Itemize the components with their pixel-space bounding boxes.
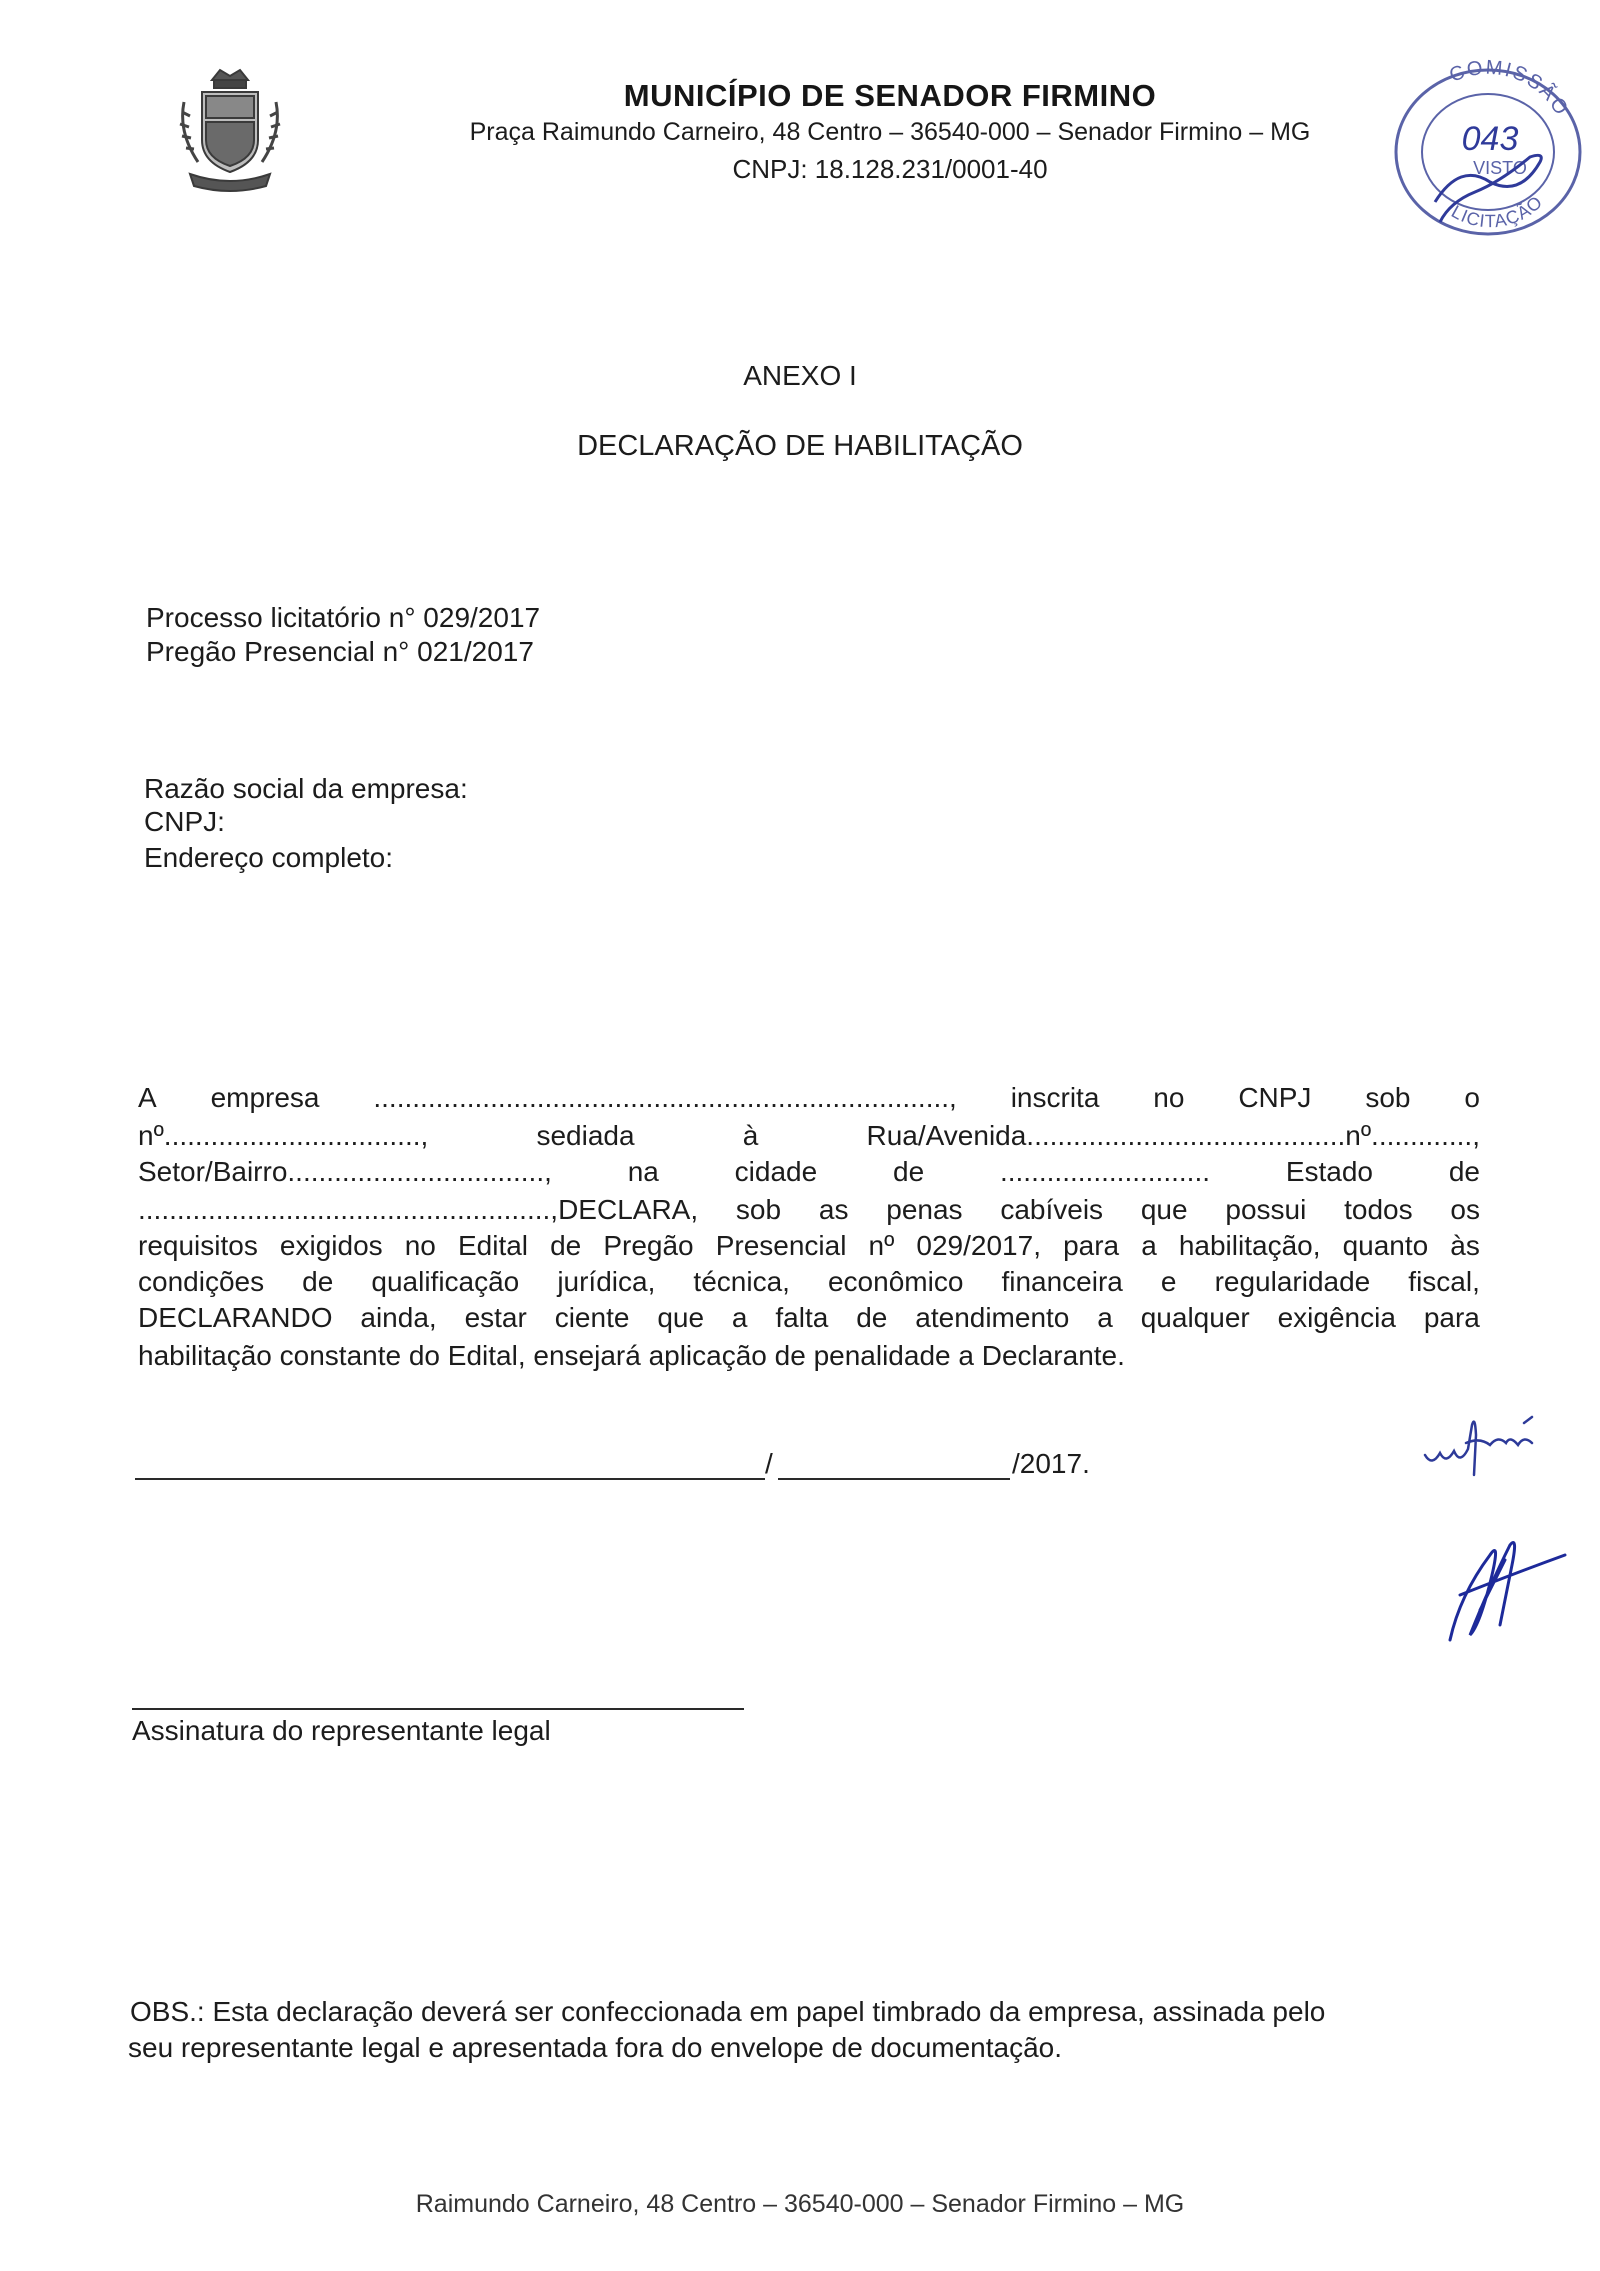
signature-label: Assinatura do representante legal <box>132 1715 551 1746</box>
date-blank-month <box>778 1478 1010 1480</box>
paragraph-line-7: DECLARANDO ainda, estar ciente que a falta de atendimento a qualquer exigência para <box>138 1302 1480 1333</box>
svg-text:COMISSÃO <box>1446 57 1573 121</box>
handwritten-initials-icon <box>1420 1405 1570 1485</box>
paragraph-line-3: Setor/Bairro................................., na cidade de ........................... Estado de <box>138 1156 1480 1187</box>
letterhead-cnpj: CNPJ: 18.128.231/0001-40 <box>732 154 1048 184</box>
paragraph-line-8: habilitação constante do Edital, ensejará aplicação de penalidade a Declarante. <box>138 1340 1125 1371</box>
paragraph-line-6: condições de qualificação jurídica, técnica, econômico financeira e regularidade fiscal, <box>138 1266 1480 1297</box>
company-name-field: Razão social da empresa: <box>144 773 468 804</box>
stamp-bottom-text: LICITAÇÃO <box>1448 191 1547 232</box>
stamp-number: 043 <box>1461 120 1519 158</box>
paragraph-line-1: A empresa .........................................................................., inscrita no CNPJ sob o <box>138 1082 1480 1113</box>
company-address-field: Endereço completo: <box>144 842 394 873</box>
obs-line-2: seu representante legal e apresentada fora do envelope de documentação. <box>128 2032 1063 2063</box>
letterhead-title: MUNICÍPIO DE SENADOR FIRMINO <box>623 78 1157 113</box>
stamp-top-text: COMISSÃO <box>1446 56 1573 121</box>
obs-line-1: OBS.: Esta declaração deverá ser confeccionada em papel timbrado da empresa, assinada pelo <box>130 1996 1326 2027</box>
annex-title: ANEXO I <box>743 360 857 391</box>
date-year: /2017. <box>1012 1448 1090 1479</box>
declaration-title: DECLARAÇÃO DE HABILITAÇÃO <box>577 430 1023 462</box>
date-blank-day <box>135 1478 765 1480</box>
company-cnpj-field: CNPJ: <box>144 806 225 837</box>
signature-line <box>132 1708 744 1710</box>
process-number: Processo licitatório n° 029/2017 <box>146 602 541 633</box>
date-slash: / <box>765 1448 773 1479</box>
paragraph-line-4: .....................................................,DECLARA, sob as penas cabíveis que possui todos os <box>138 1194 1480 1225</box>
pregao-number: Pregão Presencial n° 021/2017 <box>146 636 534 667</box>
letterhead-address: Praça Raimundo Carneiro, 48 Centro – 36540-000 – Senador Firmino – MG <box>469 118 1311 146</box>
handwritten-signature-icon <box>1430 1515 1570 1655</box>
stamp-middle-text: VISTO <box>1473 158 1527 178</box>
commission-stamp <box>1380 52 1595 242</box>
paragraph-line-2: nº................................., sediada à Rua/Avenida.........................................nº............., <box>138 1120 1480 1151</box>
footer-address: Raimundo Carneiro, 48 Centro – 36540-000 – Senador Firmino – MG <box>415 2190 1185 2218</box>
paragraph-line-5: requisitos exigidos no Edital de Pregão Presencial nº 029/2017, para a habilitação, quanto às <box>138 1230 1480 1261</box>
coat-of-arms-icon <box>170 62 290 197</box>
